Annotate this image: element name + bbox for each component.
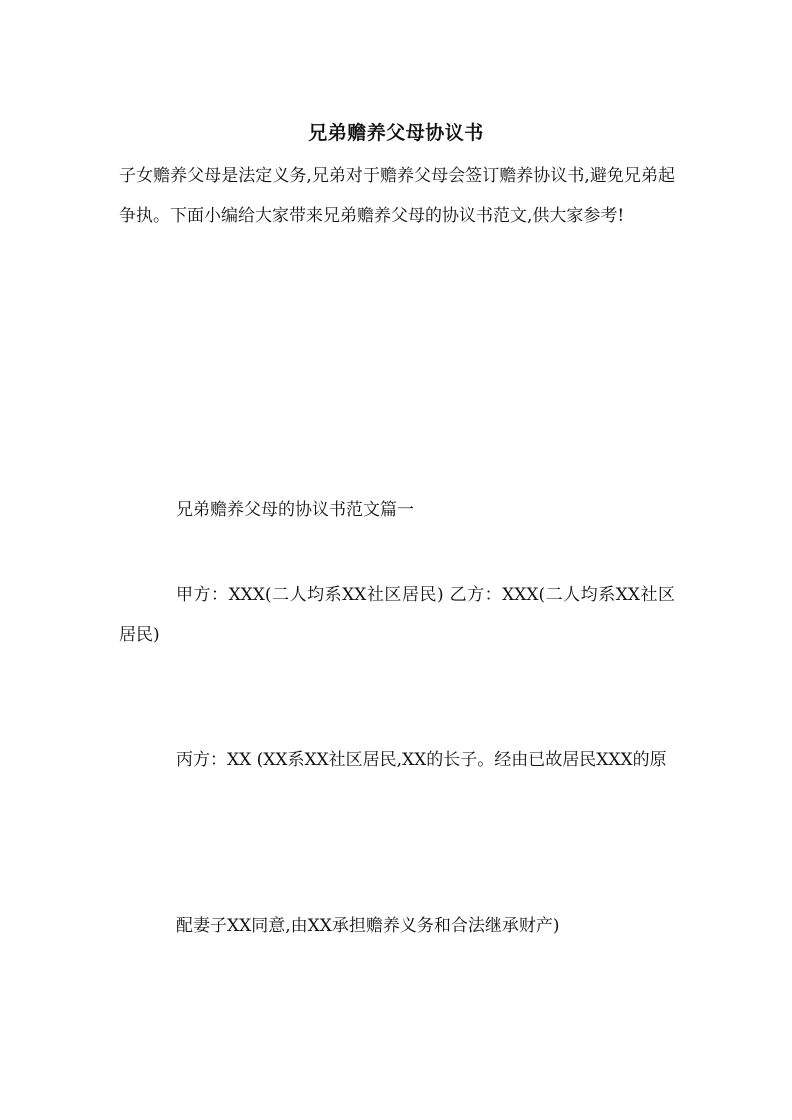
party-bing-paragraph: 丙方：XX (XX系XX社区居民,XX的长子。经由已故居民XXX的原 — [176, 750, 667, 770]
intro-paragraph: 子女赡养父母是法定义务,兄弟对于赡养父母会签订赡养协议书,避免兄弟起争执。下面小编给大家带来兄弟赡养父母的协议书范文,供大家参考! — [119, 166, 675, 226]
party-bing-continuation: 配妻子XX同意,由XX承担赡养义务和合法继承财产) — [176, 916, 560, 936]
section-heading: 兄弟赡养父母的协议书范文篇一 — [176, 500, 414, 520]
parties-paragraph: 甲方：XXX(二人均系XX社区居民) 乙方：XXX(二人均系XX社区居民) — [119, 585, 675, 645]
document-title: 兄弟赡养父母协议书 — [308, 122, 484, 144]
